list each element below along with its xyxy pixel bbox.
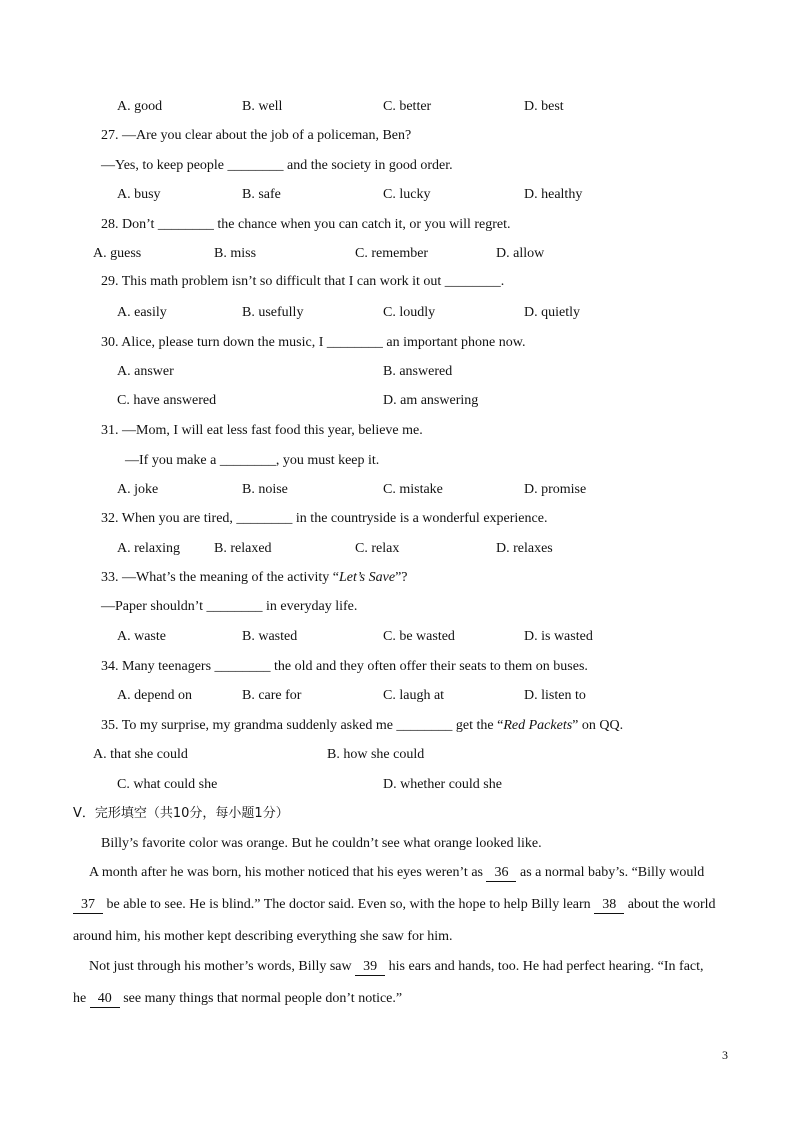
q26-option-c: C. better [383,99,432,114]
blank-36: 36 [486,865,516,882]
q33-option-d: D. is wasted [524,629,593,644]
q29-stem: 29. This math problem isn’t so difficult that I can work it out ________. [101,274,505,289]
q26-option-b: B. well [242,99,283,114]
q31-stem: 31. —Mom, I will eat less fast food this year, believe me. [101,423,423,438]
q27-option-b: B. safe [242,187,281,202]
q33-activity-name: Let’s Save [338,570,396,585]
q29-option-b: B. usefully [242,305,304,320]
section-heading: V．完形填空（共10分，每小题1分） [73,806,289,821]
q30-option-b: B. answered [383,364,453,379]
q31-option-d: D. promise [524,482,587,497]
q30-option-c: C. have answered [117,393,217,408]
q35-red-packets: Red Packets [503,718,573,733]
q28-option-c: C. remember [355,246,429,261]
blank-37: 37 [73,897,103,914]
q35-option-b: B. how she could [327,747,425,762]
q35-option-c: C. what could she [117,777,218,792]
q31-option-c: C. mistake [383,482,443,497]
q35-option-d: D. whether could she [383,777,502,792]
q34-option-c: C. laugh at [383,688,445,703]
cloze-line-5: he 40 see many things that normal people don’t notice.” [73,991,403,1006]
q29-option-c: C. loudly [383,305,436,320]
q28-option-a: A. guess [93,246,142,261]
q33-reply: —Paper shouldn’t ________ in everyday life. [101,599,358,614]
q31-option-b: B. noise [242,482,288,497]
q34-stem: 34. Many teenagers ________ the old and they often offer their seats to them on buses. [101,659,588,674]
q29-option-a: A. easily [117,305,167,320]
q35-stem: 35. To my surprise, my grandma suddenly asked me ________ get the “Red Packets” on QQ. [101,718,624,733]
q28-option-d: D. allow [496,246,545,261]
q32-option-d: D. relaxes [496,541,553,556]
cloze-line-2: 37 be able to see. He is blind.” The doctor said. Even so, with the hope to help Billy learn 38 about the world [73,896,716,914]
q34-option-d: D. listen to [524,688,586,703]
q30-option-d: D. am answering [383,393,479,408]
q33-stem: 33. —What’s the meaning of the activity “Let’s Save”? [101,570,408,585]
q35-option-a: A. that she could [93,747,188,762]
q34-option-b: B. care for [242,688,302,703]
q33-option-b: B. wasted [242,629,298,644]
q32-option-c: C. relax [355,541,400,556]
q32-stem: 32. When you are tired, ________ in the countryside is a wonderful experience. [101,511,548,526]
q30-option-a: A. answer [117,364,174,379]
q28-stem: 28. Don’t ________ the chance when you can catch it, or you will regret. [101,217,511,232]
q34-option-a: A. depend on [117,688,193,703]
q31-option-a: A. joke [117,482,159,497]
q26-option-d: D. best [524,99,564,114]
blank-40: 40 [90,991,120,1008]
q32-option-b: B. relaxed [214,541,272,556]
q33-option-c: C. be wasted [383,629,455,644]
blank-39: 39 [355,959,385,976]
cloze-line-4: Not just through his mother’s words, Billy saw 39 his ears and hands, too. He had perfect hearing. “In fact, [89,959,704,974]
q28-option-b: B. miss [214,246,257,261]
cloze-paragraph-1: Billy’s favorite color was orange. But he couldn’t see what orange looked like. [101,836,542,851]
q27-option-c: C. lucky [383,187,431,202]
cloze-line-1: A month after he was born, his mother noticed that his eyes weren’t as 36 as a normal baby’s. “Billy would [89,865,705,880]
q32-option-a: A. relaxing [117,541,180,556]
page-number: 3 [722,1048,728,1062]
q29-option-d: D. quietly [524,305,580,320]
q26-option-a: A. good [117,99,163,114]
cloze-line-3: around him, his mother kept describing everything she saw for him. [73,929,453,944]
q30-stem: 30. Alice, please turn down the music, I ________ an important phone now. [101,335,526,350]
q33-option-a: A. waste [117,629,166,644]
blank-38: 38 [594,897,624,914]
q27-reply: —Yes, to keep people ________ and the society in good order. [101,158,453,173]
q27-option-a: A. busy [117,187,161,202]
q31-reply: —If you make a ________, you must keep it. [125,453,380,468]
q27-stem: 27. —Are you clear about the job of a policeman, Ben? [101,128,412,143]
q27-option-d: D. healthy [524,187,583,202]
